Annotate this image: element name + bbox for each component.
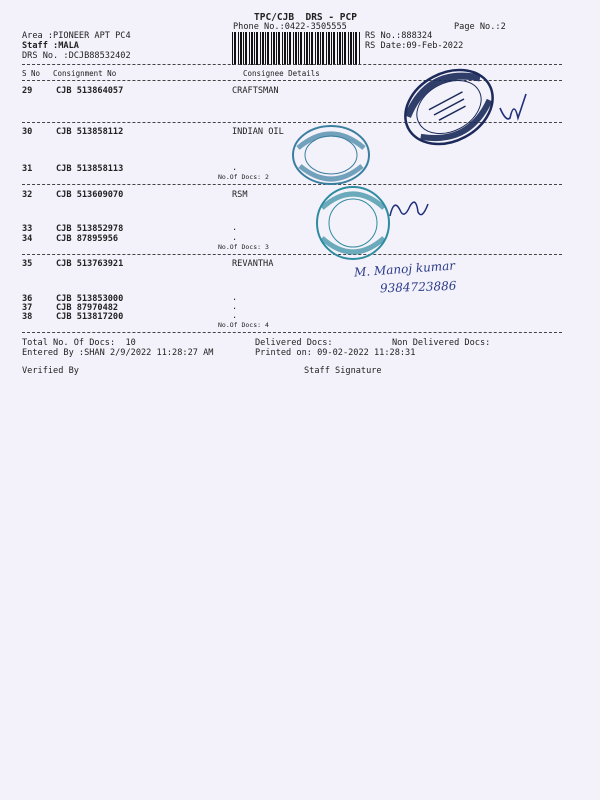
row-consignment-no: CJB 513853000 [56,294,124,304]
row-consignment-no: CJB 513864057 [56,86,124,96]
divider [22,254,562,255]
row-consignment-no: CJB 513858112 [56,127,124,137]
row-consignee: . [232,223,238,233]
craftsman-stamp [394,66,504,148]
row-consignment-no: CJB 513763921 [56,259,124,269]
row-consignee: . [232,163,238,173]
signature-mark [496,88,536,128]
doc-count: No.Of Docs: 4 [218,321,269,329]
phone-number: Phone No.:0422-3505555 [233,22,347,32]
row-consignment-no: CJB 513817200 [56,312,124,322]
row-sno: 30 [22,127,33,137]
non-delivered-docs: Non Delivered Docs: [392,338,491,348]
row-sno: 38 [22,312,33,322]
row-sno: 36 [22,294,33,304]
row-consignment-no: CJB 87970482 [56,303,119,313]
doc-count: No.Of Docs: 3 [218,243,269,251]
staff-signature: Staff Signature [304,366,382,376]
column-header-sno: S No [22,69,41,78]
area-label: Area :PIONEER APT PC4 [22,31,131,41]
row-consignee: CRAFTSMAN [232,86,279,96]
doc-count: No.Of Docs: 2 [218,173,269,181]
delivered-docs: Delivered Docs: [255,338,333,348]
row-consignee: . [232,293,238,303]
barcode [232,32,360,65]
printed-on: Printed on: 09-02-2022 11:28:31 [255,348,416,358]
row-consignee: . [232,311,238,321]
entered-by: Entered By :SHAN 2/9/2022 11:28:27 AM [22,348,214,358]
row-consignment-no: CJB 513852978 [56,224,124,234]
row-sno: 29 [22,86,33,96]
row-sno: 37 [22,303,33,313]
row-sno: 32 [22,190,33,200]
verified-by: Verified By [22,366,79,376]
document-title: TPC/CJB DRS - PCP [254,12,357,23]
row-consignment-no: CJB 513858113 [56,164,124,174]
ruthra-stamp [310,178,396,268]
row-consignee: . [232,302,238,312]
drs-number: DRS No. :DCJB88532402 [22,51,131,61]
row-consignee: INDIAN OIL [232,127,284,137]
row-consignee: . [232,233,238,243]
row-consignee: REVANTHA [232,259,274,269]
rs-number: RS No.:888324 [365,31,433,41]
divider [22,64,562,65]
divider [22,332,562,333]
row-sno: 31 [22,164,33,174]
column-header-consignee: Consignee Details [243,69,320,78]
row-sno: 35 [22,259,33,269]
staff-label: Staff :MALA [22,41,79,51]
column-header-consignment: Consignment No [53,69,117,78]
page-number: Page No.:2 [454,22,506,32]
row-sno: 34 [22,234,33,244]
signature-mark [386,196,432,224]
rs-date: RS Date:09-Feb-2022 [365,41,464,51]
row-consignment-no: CJB 513609070 [56,190,124,200]
row-sno: 33 [22,224,33,234]
receiver-phone: 9384723886 [379,278,457,296]
row-consignee: RSM [232,190,248,200]
row-consignment-no: CJB 87895956 [56,234,119,244]
receiver-name: M. Manoj kumar [353,258,456,280]
total-docs: Total No. Of Docs: 10 [22,338,136,348]
